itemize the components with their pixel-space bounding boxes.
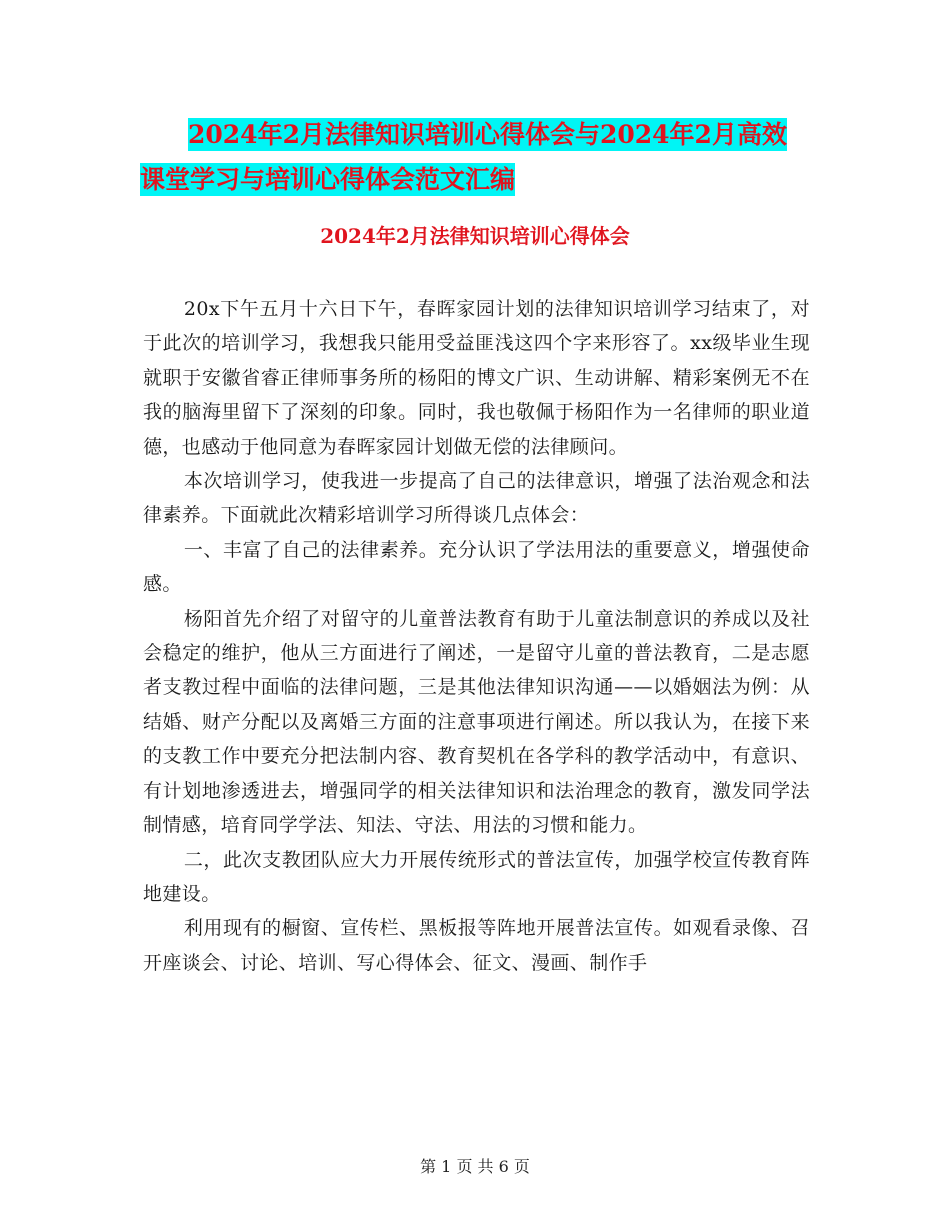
paragraph: 一、丰富了自己的法律素养。充分认识了学法用法的重要意义，增强使命感。 — [143, 538, 810, 596]
document-body — [143, 292, 810, 980]
document-title-line-2: 课堂学习与培训心得体会范文汇编 — [140, 165, 516, 194]
section-heading: 2024年2月法律知识培训心得体会 — [320, 224, 630, 248]
document-title — [140, 112, 840, 202]
paragraph: 本次培训学习，使我进一步提高了自己的法律意识，增强了法治观念和法律素养。下面就此次精彩培训学习所得谈几点体会： — [143, 470, 810, 527]
paragraph: 杨阳首先介绍了对留守的儿童普法教育有助于儿童法制意识的养成以及社会稳定的维护，他从三方面进行了阐述，一是留守儿童的普法教育，二是志愿者支教过程中面临的法律问题，三是其他法律知识沟通——以婚姻法为例：从结婚、财产分配以及离婚三方面的注意事项进行阐述。所以我认为，在接下来的支教工作中要充分把法制内容、教育契机在各学科的教学活动中，有意识、有计划地渗透进去，增强同学的相关法律知识和法治理念的教育，激发同学法制情感，培育同学学法、知法、守法、用法的习惯和能力。 — [143, 607, 810, 837]
paragraph: 二，此次支教团队应大力开展传统形式的普法宣传，加强学校宣传教育阵地建设。 — [143, 848, 810, 905]
paragraph: 20x下午五月十六日下午，春晖家园计划的法律知识培训学习结束了，对于此次的培训学习，我想我只能用受益匪浅这四个字来形容了。xx级毕业生现就职于安徽省睿正律师事务所的杨阳的博文广识、生动讲解、精彩案例无不在我的脑海里留下了深刻的印象。同时，我也敬佩于杨阳作为一名律师的职业道德，也感动于他同意为春晖家园计划做无偿的法律顾问。 — [143, 298, 810, 458]
document-title-line-1: 2024年2月法律知识培训心得体会与2024年2月高效 — [188, 120, 787, 149]
paragraph: 利用现有的橱窗、宣传栏、黑板报等阵地开展普法宣传。如观看录像、召开座谈会、讨论、培训、写心得体会、征文、漫画、制作手 — [143, 917, 810, 974]
page-footer: 第 1 页 共 6 页 — [420, 1157, 530, 1176]
